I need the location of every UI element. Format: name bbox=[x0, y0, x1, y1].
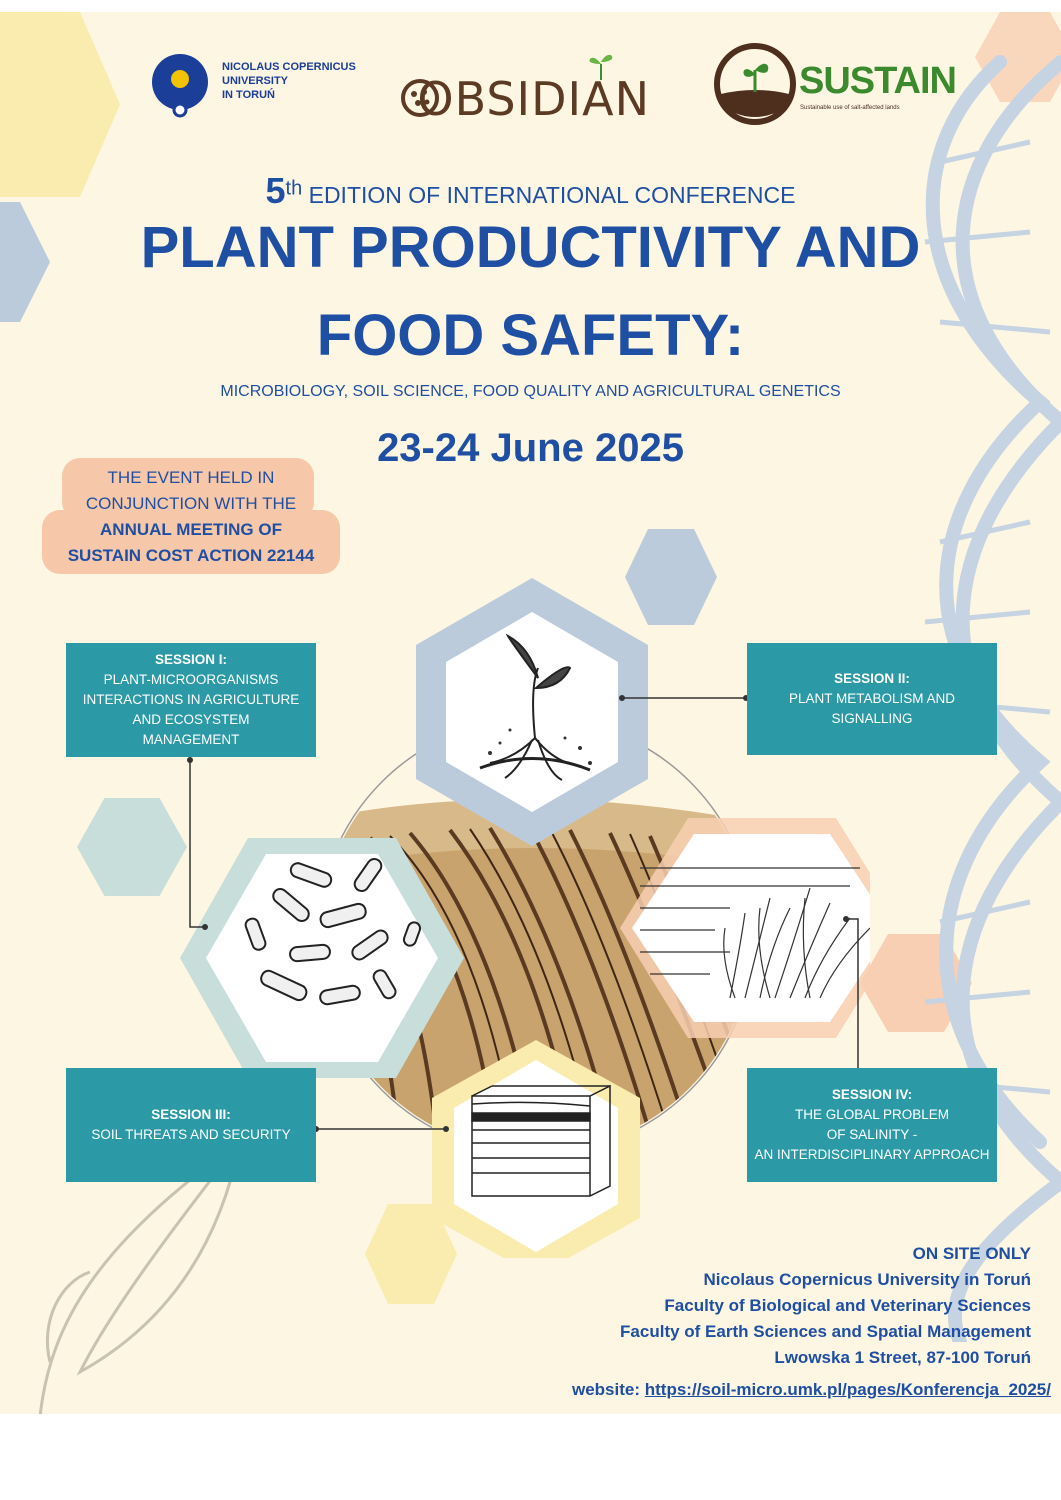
notice-line-2: CONJUNCTION WITH THE bbox=[85, 494, 297, 513]
obsidian-logo-text: OBSIDIAN bbox=[417, 72, 650, 126]
ncu-logo-line2: UNIVERSITY bbox=[222, 75, 289, 87]
sustain-logo-tagline: Sustainable use of salt-affected lands bbox=[800, 105, 900, 111]
title-line-2: FOOD SAFETY: bbox=[316, 303, 745, 368]
website-line bbox=[572, 1377, 1051, 1403]
venue-mode: ON SITE ONLY bbox=[912, 1244, 1031, 1263]
venue-faculty-1: Faculty of Biological and Veterinary Sciences bbox=[664, 1296, 1031, 1315]
poster bbox=[0, 12, 1061, 1414]
venue-faculty-2: Faculty of Earth Sciences and Spatial Management bbox=[620, 1322, 1031, 1341]
session-2-box bbox=[747, 643, 997, 755]
session-1-line-1: PLANT-MICROORGANISMS bbox=[103, 672, 279, 687]
edition-number: 5 bbox=[265, 170, 286, 211]
ncu-logo-line3: IN TORUŃ bbox=[222, 89, 275, 101]
session-3-line-1: SOIL THREATS AND SECURITY bbox=[91, 1127, 291, 1142]
edition-suffix: th bbox=[285, 177, 303, 200]
session-1-heading: SESSION I: bbox=[154, 652, 227, 667]
title-line-1: PLANT PRODUCTIVITY AND bbox=[140, 215, 921, 280]
notice-line-4: SUSTAIN COST ACTION 22144 bbox=[67, 546, 315, 565]
notice-line-3: ANNUAL MEETING OF bbox=[100, 520, 282, 539]
edition-text: EDITION OF INTERNATIONAL CONFERENCE bbox=[308, 182, 796, 208]
session-4-heading: SESSION IV: bbox=[831, 1087, 913, 1102]
event-date: 23-24 June 2025 bbox=[377, 426, 684, 470]
session-2-heading: SESSION II: bbox=[834, 671, 910, 686]
venue-address: Lwowska 1 Street, 87-100 Toruń bbox=[774, 1348, 1031, 1367]
session-1-line-4: MANAGEMENT bbox=[142, 732, 240, 747]
session-2-line-1: PLANT METABOLISM AND bbox=[788, 691, 956, 706]
session-1-line-2: INTERACTIONS IN AGRICULTURE bbox=[82, 692, 300, 707]
session-1-box bbox=[66, 643, 316, 757]
venue-info bbox=[620, 1241, 1031, 1371]
session-3-heading: SESSION III: bbox=[151, 1107, 231, 1122]
website-link[interactable]: https://soil-micro.umk.pl/pages/Konferencja_2025/ bbox=[644, 1380, 1051, 1399]
venue-university: Nicolaus Copernicus University in Toruń bbox=[703, 1270, 1031, 1289]
notice-line-1: THE EVENT HELD IN bbox=[107, 468, 275, 487]
session-2-line-2: SIGNALLING bbox=[831, 711, 913, 726]
session-3-box bbox=[66, 1068, 316, 1182]
session-1-line-3: AND ECOSYSTEM bbox=[132, 712, 250, 727]
subtitle: MICROBIOLOGY, SOIL SCIENCE, FOOD QUALITY AND AGRICULTURAL GENETICS bbox=[220, 383, 841, 400]
session-4-line-3: AN INTERDISCIPLINARY APPROACH bbox=[754, 1147, 990, 1162]
session-4-box bbox=[747, 1068, 997, 1182]
ncu-logo-line1: NICOLAUS COPERNICUS bbox=[222, 61, 356, 73]
session-4-line-2: OF SALINITY - bbox=[826, 1127, 918, 1142]
website-label: website: bbox=[572, 1380, 641, 1399]
session-4-line-1: THE GLOBAL PROBLEM bbox=[794, 1107, 950, 1122]
sustain-logo-text: SUSTAIN bbox=[799, 60, 956, 102]
